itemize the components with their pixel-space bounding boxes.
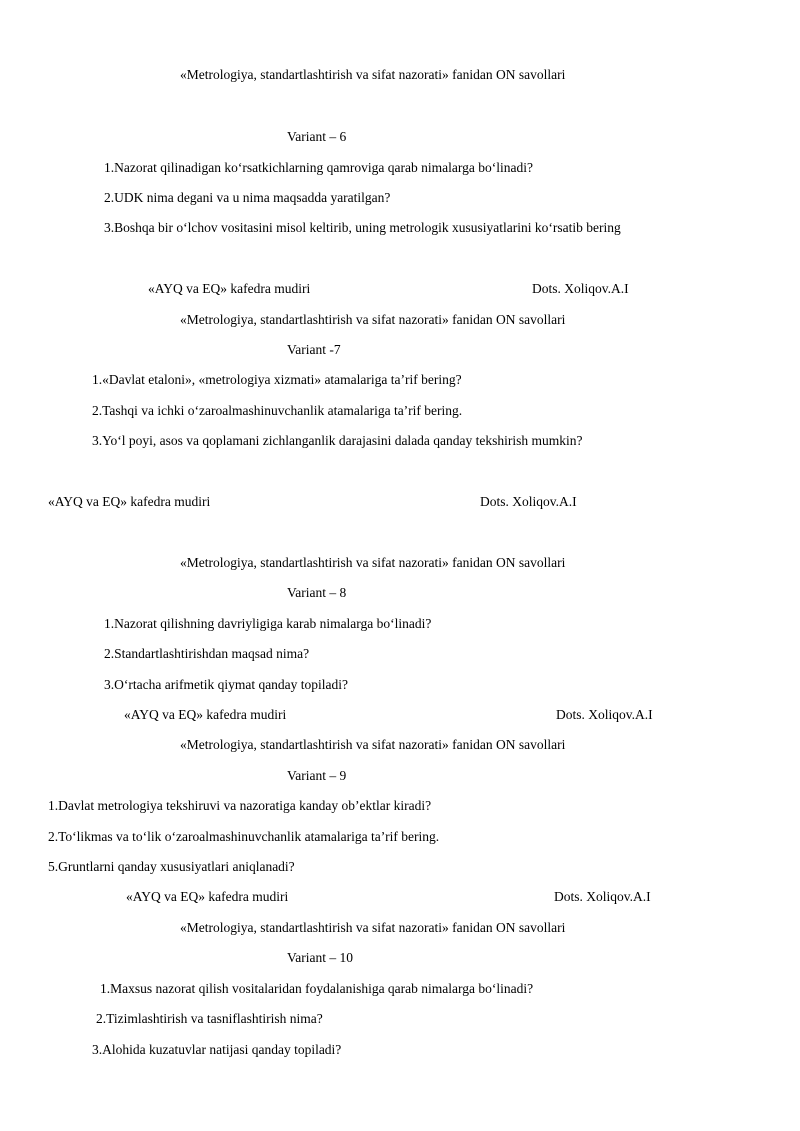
- header-variant-10: «Metrologiya, standartlashtirish va sifat nazorati» fanidan ON savollari: [180, 920, 566, 935]
- variant-10-question-1: 1.Maxsus nazorat qilish vositalaridan foydalanishiga qarab nimalarga boʻlinadi?: [100, 981, 534, 996]
- variant-10-title: Variant – 10: [287, 950, 353, 965]
- signature-left-7: «AYQ va EQ» kafedra mudiri: [48, 494, 211, 509]
- variant-7-question-1: 1.«Davlat etaloni», «metrologiya xizmati» atamalariga ta’rif bering?: [92, 372, 462, 387]
- variant-8-question-1: 1.Nazorat qilishning davriyligiga karab nimalarga boʻlinadi?: [104, 616, 432, 631]
- signature-right-6: Dots. Xoliqov.A.I: [532, 281, 629, 296]
- variant-7-question-3: 3.Yoʻl poyi, asos va qoplamani zichlanganlik darajasini dalada qanday tekshirish mumkin?: [92, 433, 583, 448]
- variant-6-question-1: 1.Nazorat qilinadigan koʻrsatkichlarning qamroviga qarab nimalarga boʻlinadi?: [104, 160, 533, 175]
- signature-left-9: «AYQ va EQ» kafedra mudiri: [126, 889, 289, 904]
- variant-7-title: Variant -7: [287, 342, 341, 357]
- variant-8-question-2: 2.Standartlashtirishdan maqsad nima?: [104, 646, 310, 661]
- signature-right-7: Dots. Xoliqov.A.I: [480, 494, 577, 509]
- variant-9-question-1: 1.Davlat metrologiya tekshiruvi va nazoratiga kanday ob’ektlar kiradi?: [48, 798, 432, 813]
- variant-6-question-2: 2.UDK nima degani va u nima maqsadda yaratilgan?: [104, 190, 391, 205]
- variant-9-question-3: 5.Gruntlarni qanday xususiyatlari aniqlanadi?: [48, 859, 295, 874]
- variant-10-question-3: 3.Alohida kuzatuvlar natijasi qanday topiladi?: [92, 1042, 342, 1057]
- signature-right-8: Dots. Xoliqov.A.I: [556, 707, 653, 722]
- variant-9-question-2: 2.Toʻlikmas va toʻlik oʻzaroalmashinuvchanlik atamalariga ta’rif bering.: [48, 829, 440, 844]
- header-variant-6: «Metrologiya, standartlashtirish va sifat nazorati» fanidan ON savollari: [180, 67, 566, 82]
- signature-left-6: «AYQ va EQ» kafedra mudiri: [148, 281, 311, 296]
- signature-right-9: Dots. Xoliqov.A.I: [554, 889, 651, 904]
- header-variant-9: «Metrologiya, standartlashtirish va sifat nazorati» fanidan ON savollari: [180, 737, 566, 752]
- variant-8-question-3: 3.Oʻrtacha arifmetik qiymat qanday topiladi?: [104, 677, 349, 692]
- header-variant-7: «Metrologiya, standartlashtirish va sifat nazorati» fanidan ON savollari: [180, 312, 566, 327]
- variant-8-title: Variant – 8: [287, 585, 347, 600]
- header-variant-8: «Metrologiya, standartlashtirish va sifat nazorati» fanidan ON savollari: [180, 555, 566, 570]
- variant-9-title: Variant – 9: [287, 768, 347, 783]
- variant-7-question-2: 2.Tashqi va ichki oʻzaroalmashinuvchanlik atamalariga ta’rif bering.: [92, 403, 463, 418]
- variant-6-question-3: 3.Boshqa bir oʻlchov vositasini misol keltirib, uning metrologik xususiyatlarini koʻrsatib bering: [104, 220, 621, 235]
- variant-6-title: Variant – 6: [287, 129, 347, 144]
- signature-left-8: «AYQ va EQ» kafedra mudiri: [124, 707, 287, 722]
- variant-10-question-2: 2.Tizimlashtirish va tasniflashtirish nima?: [96, 1011, 323, 1026]
